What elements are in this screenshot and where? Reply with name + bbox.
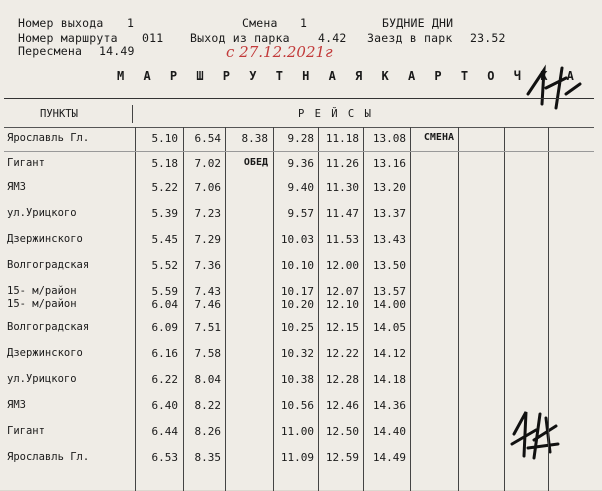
trip-time: 6.40 <box>151 399 178 412</box>
table-row <box>4 399 594 413</box>
trip-time: 7.46 <box>194 298 221 311</box>
table-row <box>4 451 594 465</box>
trip-time: 7.23 <box>194 207 221 220</box>
table-row <box>4 181 594 195</box>
trip-time: 12.46 <box>325 399 359 412</box>
header-rule <box>4 127 594 128</box>
trip-time: 14.12 <box>372 347 406 360</box>
route-number: 011 <box>142 31 164 45</box>
trip-time: 9.57 <box>287 207 314 220</box>
trip-time: 5.45 <box>151 233 178 246</box>
table-row <box>4 207 594 221</box>
trip-time: 12.22 <box>325 347 359 360</box>
return-label: Заезд в парк <box>367 31 453 45</box>
trip-time: 11.47 <box>325 207 359 220</box>
trip-time: 12.15 <box>325 321 359 334</box>
trip-time: 6.16 <box>151 347 178 360</box>
trip-time: 10.32 <box>280 347 314 360</box>
table-row <box>4 425 594 439</box>
card-title: М А Р Ш Р У Т Н А Я К А Р Т О Ч К А <box>117 69 580 83</box>
trip-time: 14.40 <box>372 425 406 438</box>
changeover-label: Пересмена <box>18 44 83 58</box>
trip-time: 9.28 <box>287 132 314 145</box>
stop-name: 15- м/район <box>7 298 77 310</box>
table-row <box>4 298 594 312</box>
trip-time: 10.17 <box>280 285 314 298</box>
stop-name: Дзержинского <box>7 347 83 359</box>
table-row <box>4 373 594 387</box>
trip-time: 12.00 <box>325 259 359 272</box>
trip-time: 12.50 <box>325 425 359 438</box>
table-row <box>4 157 594 171</box>
trip-note: ОБЕД <box>243 157 268 168</box>
trip-time: 11.26 <box>325 157 359 170</box>
day-type: БУДНИЕ ДНИ <box>382 16 454 30</box>
trip-time: 13.16 <box>372 157 406 170</box>
trip-time: 11.53 <box>325 233 359 246</box>
header-divider <box>132 105 133 123</box>
trip-time: 14.36 <box>372 399 406 412</box>
schedule-table <box>4 98 594 491</box>
table-row <box>4 285 594 299</box>
trip-time: 11.30 <box>325 181 359 194</box>
trip-time: 8.04 <box>194 373 221 386</box>
stop-name: Гигант <box>7 425 45 437</box>
trip-time: 14.00 <box>372 298 406 311</box>
trip-time: 5.59 <box>151 285 178 298</box>
stop-name: ул.Урицкого <box>7 373 77 385</box>
trip-time: 8.22 <box>194 399 221 412</box>
trip-time: 5.52 <box>151 259 178 272</box>
trip-time: 10.38 <box>280 373 314 386</box>
trip-time: 6.04 <box>151 298 178 311</box>
table-row <box>4 132 594 146</box>
trip-time: 14.18 <box>372 373 406 386</box>
stop-name: Гигант <box>7 157 45 169</box>
stop-name: ЯМЗ <box>7 181 26 193</box>
depart-label: Выход из парка <box>190 31 290 45</box>
trip-time: 8.38 <box>241 132 268 145</box>
trip-time: 13.20 <box>372 181 406 194</box>
table-row <box>4 259 594 273</box>
trip-time: 7.43 <box>194 285 221 298</box>
trip-time: 5.10 <box>151 132 178 145</box>
trip-time: 10.20 <box>280 298 314 311</box>
trip-time: 11.09 <box>280 451 314 464</box>
trip-time: 5.22 <box>151 181 178 194</box>
route-label: Номер маршрута <box>18 31 118 45</box>
trip-time: 6.09 <box>151 321 178 334</box>
trip-time: 6.53 <box>151 451 178 464</box>
trip-time: 14.05 <box>372 321 406 334</box>
exit-number: 1 <box>127 16 135 30</box>
trip-time: 7.06 <box>194 181 221 194</box>
trip-time: 9.40 <box>287 181 314 194</box>
trip-time: 12.59 <box>325 451 359 464</box>
trip-time: 13.37 <box>372 207 406 220</box>
trip-time: 5.39 <box>151 207 178 220</box>
trip-time: 12.28 <box>325 373 359 386</box>
depart-time: 4.42 <box>318 31 347 45</box>
shift-number: 1 <box>300 16 308 30</box>
exit-number-label: Номер выхода <box>18 16 104 30</box>
trip-time: 7.51 <box>194 321 221 334</box>
trip-time: 13.50 <box>372 259 406 272</box>
trip-time: 13.43 <box>372 233 406 246</box>
trip-time: 7.58 <box>194 347 221 360</box>
trip-time: 8.26 <box>194 425 221 438</box>
return-time: 23.52 <box>470 31 506 45</box>
trip-time: 6.22 <box>151 373 178 386</box>
trip-time: 11.18 <box>325 132 359 145</box>
trip-time: 6.54 <box>194 132 221 145</box>
col-trips-header: Р Е Й С Ы <box>298 108 373 120</box>
trip-time: 12.10 <box>325 298 359 311</box>
trip-time: 10.10 <box>280 259 314 272</box>
changeover-time: 14.49 <box>99 44 135 58</box>
row-rule <box>4 151 594 152</box>
stop-name: Волгоградская <box>7 259 90 271</box>
trip-time: 10.03 <box>280 233 314 246</box>
trip-time: 5.18 <box>151 157 178 170</box>
stop-name: ул.Урицкого <box>7 207 77 219</box>
col-points-header: ПУНКТЫ <box>40 108 78 120</box>
shift-label: Смена <box>242 16 278 30</box>
table-row <box>4 233 594 247</box>
trip-time: 10.56 <box>280 399 314 412</box>
stop-name: 15- м/район <box>7 285 77 297</box>
trip-time: 14.49 <box>372 451 406 464</box>
trip-note: СМЕНА <box>423 132 454 143</box>
trip-time: 8.35 <box>194 451 221 464</box>
stop-name: Дзержинского <box>7 233 83 245</box>
trip-time: 6.44 <box>151 425 178 438</box>
stop-name: Ярославль Гл. <box>7 132 90 144</box>
trip-time: 13.08 <box>372 132 406 145</box>
trip-time: 9.36 <box>287 157 314 170</box>
trip-time: 12.07 <box>325 285 359 298</box>
stop-name: Ярославль Гл. <box>7 451 90 463</box>
table-row <box>4 347 594 361</box>
trip-time: 10.25 <box>280 321 314 334</box>
stop-name: Волгоградская <box>7 321 90 333</box>
table-row <box>4 321 594 335</box>
trip-time: 7.02 <box>194 157 221 170</box>
stop-name: ЯМЗ <box>7 399 26 411</box>
handwritten-date: с 27.12.2021г <box>226 43 333 61</box>
trip-time: 7.29 <box>194 233 221 246</box>
trip-time: 13.57 <box>372 285 406 298</box>
trip-time: 7.36 <box>194 259 221 272</box>
trip-time: 11.00 <box>280 425 314 438</box>
